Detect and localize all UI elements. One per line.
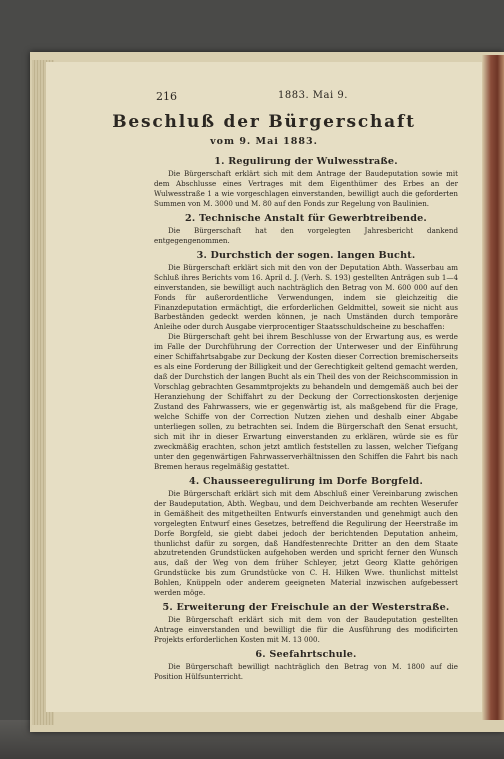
section-heading: 6. Seefahrtschule.: [255, 649, 357, 661]
document-title: Beschluß der Bürgerschaft: [112, 112, 416, 132]
section-paragraph: Die Bürgerschaft erklärt sich mit dem von der Baudeputation gestellten Antrage einverstanden und bewilligt die für die Ausführung des modificirten Projekts erforderlichen Kosten mit M. 13 000.: [154, 615, 458, 645]
section-heading: 2. Technische Anstalt für Gewerbtreibende.: [185, 212, 427, 224]
document-page: [46, 62, 482, 712]
section-paragraph: Die Bürgerschaft bewilligt nachträglich den Betrag von M. 1800 auf die Position Hülfsunterricht.: [154, 662, 458, 682]
section-heading: 5. Erweiterung der Freischule an der Westerstraße.: [162, 602, 450, 614]
section-heading: 4. Chausseeregulirung im Dorfe Borgfeld.: [188, 475, 424, 487]
section-paragraph: Die Bürgerschaft geht bei ihrem Beschlusse von der Erwartung aus, es werde im Falle der Durchführung der Correction der Unterweser und der Einführung einer Schiffahrtsabgabe zur Deckung der Kosten dieser Correction bremischerseits es als eine Forderung der Billigkeit und der Gerechtigkeit geltend gemacht werden, daß der Durchstich der langen Bucht als ein Theil des von der Reichscommission in Vorschlag gebrachten Gesammtprojekts zu behandeln und demgemäß auch bei der Heranziehung der Schiffahrt zu der Deckung der Correctionskosten derjenige Zustand des Fahrwassers, wie er gegenwärtig ist, als maßgebend für die Frage, welche Schiffe von der Correction Nutzen ziehen und deshalb einer Abgabe unterliegen sollen, zu betrachten sei. Indem die Bürgerschaft den Senat ersucht, sich mit ihr in dieser Erwartung einverstanden zu erklären, würde sie es für zweckmäßig erachten, schon jetzt amtlich feststellen zu lassen, welcher Tiefgang unter den gegenwärtigen Fahrwasserverhältnissen den Schiffen die Fahrt bis nach Bremen heraus regelmäßig gestattet.: [154, 332, 458, 471]
section-paragraph: Die Bürgerschaft erklärt sich mit dem Antrage der Baudeputation sowie mit dem Abschlusse eines Vertrages mit dem Eigenthümer des Erbes an der Wulwesstraße 1 a wie vorgeschlagen einverstanden, bewilligt auch die geforderten Summen von M. 3000 und M. 80 auf den Fonds zur Regelung von Baulinien.: [154, 169, 458, 208]
section-paragraph: Die Bürgerschaft hat den vorgelegten Jahresbericht dankend entgegengenommen.: [154, 225, 458, 245]
section-paragraph: Die Bürgerschaft erklärt sich mit den von der Deputation Abth. Wasserbau am Schluß ihres Berichts vom 16. April d. J. (Verh. S. 193) gestellten Anträgen sub 1—4 einverstanden, sie bewilligt auch nachträglich den Betrag von M. 600 000 auf den Fonds für außerordentliche Verwendungen, indem sie gleichzeitig die Finanzdeputation ermächtigt, die erforderlichen Geldmittel, soweit sie nicht aus Barbeständen gedeckt werden können, je nach Umständen durch temporäre Anleihe oder durch Ausgabe vierprocentiger Staatsschuldscheine zu beschaffen:: [154, 262, 458, 332]
document-subtitle: vom 9. Mai 1883.: [210, 136, 318, 147]
section-heading: 3. Durchstich der sogen. langen Bucht.: [196, 249, 416, 261]
section-heading: 1. Regulirung der Wulwesstraße.: [214, 156, 398, 167]
page-number: 216: [156, 90, 177, 103]
page-header: [158, 90, 482, 104]
book-binding: [482, 55, 504, 720]
running-head: 1883. Mai 9.: [278, 90, 348, 101]
section-paragraph: Die Bürgerschaft erklärt sich mit dem Abschluß einer Vereinbarung zwischen der Baudeputation, Abth. Wegbau, und dem Deichverbande am rechten Weserufer in Gemäßheit des mitgetheilten Entwurfs einverstanden und genehmigt auch den vorgelegten Entwurf eines Gesetzes, betreffend die Regulirung der Heerstraße im Dorfe Borgfeld, sie giebt dabei jedoch der berichtenden Deputation anheim, thunlichst dafür zu sorgen, daß Handfestenrechte Dritter an den dem Staate abzutretenden Grundstücken aufgehoben werden und spricht ferner den Wunsch aus, daß der Weg von dem früher Schleyer, jetzt Georg Klatte gehörigen Grundstücke bis zum Grundstücke von C. H. Hilken Wwe. thunlichst mittelst Bohlen, Knüppeln oder anderem geeigneten Material inzwischen aufgebessert werden möge.: [154, 488, 458, 598]
document-body: [154, 152, 458, 682]
